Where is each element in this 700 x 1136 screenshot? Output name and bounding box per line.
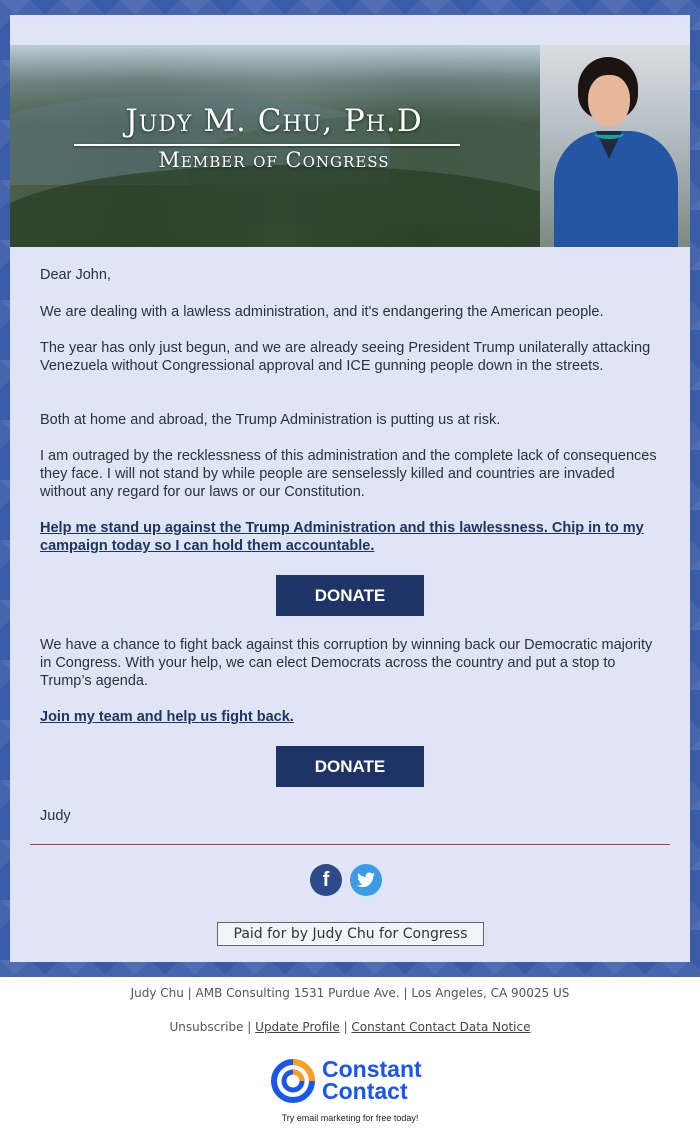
paragraph-4: I am outraged by the recklessness of this administration and the complete lack of consequences they face. I will not stand by while people are senselessly killed and countries are invaded without any regard for our laws or our Constitution. bbox=[40, 448, 657, 500]
paragraph-5: We have a chance to fight back against this corruption by winning back our Democratic majority in Congress. With your help, we can elect Democrats across the country and put a stop to Trump’s agenda. bbox=[40, 637, 653, 689]
footer-links: Unsubscribe | Update Profile | Constant Contact Data Notice bbox=[169, 1020, 531, 1034]
constant-contact-icon bbox=[270, 1058, 316, 1104]
greeting: Dear John, bbox=[40, 267, 111, 283]
unsubscribe-link[interactable]: Unsubscribe bbox=[169, 1020, 244, 1034]
signoff: Judy bbox=[40, 808, 71, 824]
donate-button[interactable]: DONATE bbox=[276, 746, 424, 787]
cc-tagline[interactable]: Try email marketing for free today! bbox=[281, 1113, 419, 1123]
paragraph-2: The year has only just begun, and we are already seeing President Trump unilaterally attacking Venezuela without Congressional approval and ICE gunning people down in the streets. bbox=[40, 340, 651, 374]
facebook-icon[interactable]: f bbox=[310, 864, 342, 896]
data-notice-link[interactable]: Constant Contact Data Notice bbox=[351, 1020, 531, 1034]
update-profile-link[interactable]: Update Profile bbox=[255, 1020, 340, 1034]
footer-address: Judy Chu | AMB Consulting 1531 Purdue Ave. | Los Angeles, CA 90025 US bbox=[130, 986, 570, 1000]
header-banner bbox=[10, 45, 690, 247]
header-subtitle: Member of Congress bbox=[158, 148, 390, 172]
divider bbox=[30, 844, 670, 845]
paid-for-disclaimer: Paid for by Judy Chu for Congress bbox=[217, 922, 484, 946]
join-team-link[interactable]: Join my team and help us fight back. bbox=[40, 709, 294, 725]
paragraph-1: We are dealing with a lawless administration, and it's endangering the American people. bbox=[40, 304, 604, 320]
donate-link-1[interactable]: Help me stand up against the Trump Administration and this lawlessness. Chip in to my campaign today so I can hold them accountable. bbox=[40, 520, 644, 554]
header-name: Judy M. Chu, Ph.D bbox=[125, 103, 423, 139]
constant-contact-logo[interactable]: Constant Contact bbox=[268, 1058, 438, 1106]
candidate-photo bbox=[540, 45, 690, 247]
header-rule bbox=[74, 144, 460, 146]
twitter-icon[interactable] bbox=[350, 864, 382, 896]
donate-button[interactable]: DONATE bbox=[276, 575, 424, 616]
paragraph-3: Both at home and abroad, the Trump Administration is putting us at risk. bbox=[40, 412, 501, 428]
